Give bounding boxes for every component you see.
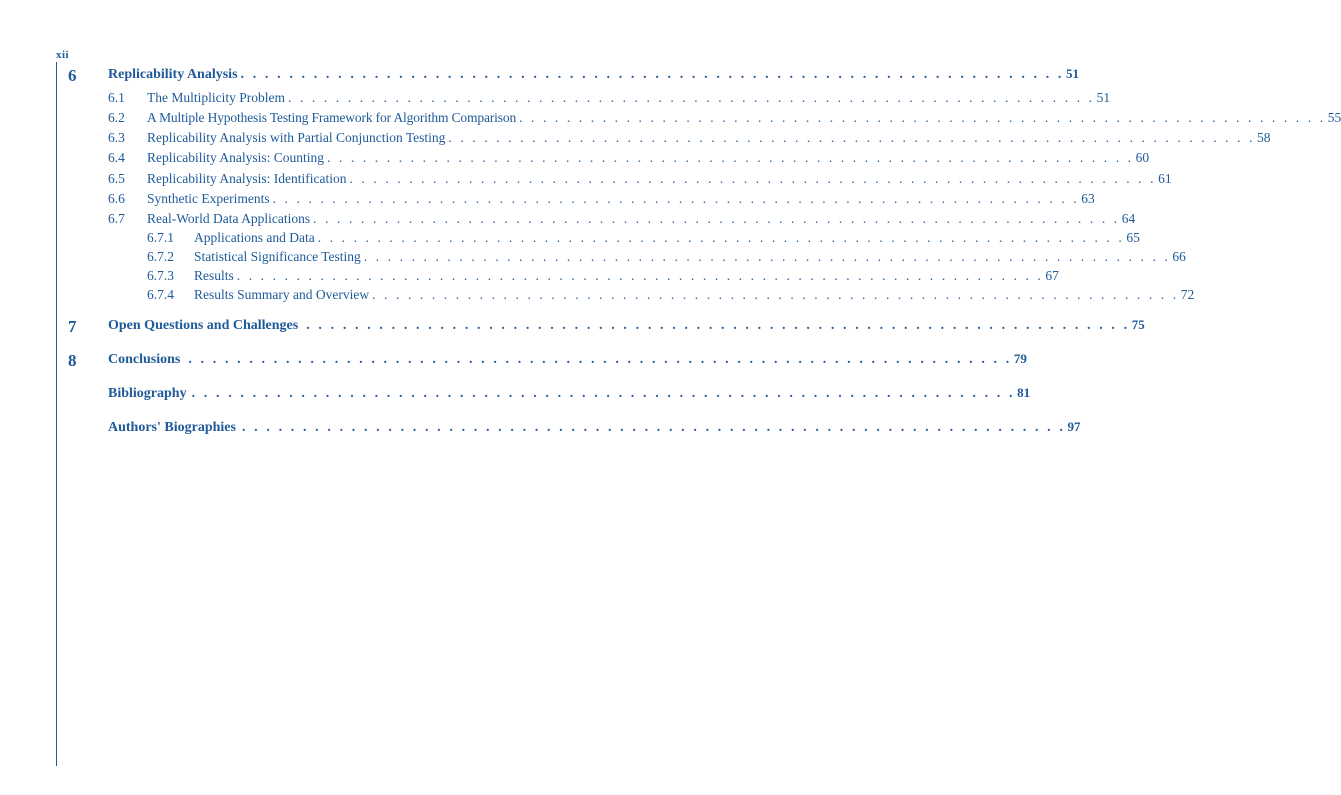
chapter-number: 6 — [68, 66, 77, 85]
page-ref: 51 — [1096, 90, 1111, 105]
subsection-number: 6.7.1 — [147, 230, 174, 245]
chapter-number: 8 — [68, 351, 77, 370]
backmatter-title: Authors' Biographies — [108, 420, 236, 435]
page-ref: 60 — [1135, 150, 1150, 165]
page-ref: 75 — [1131, 317, 1145, 332]
section-title: Replicability Analysis: Counting — [147, 150, 324, 165]
page-ref: 81 — [1017, 385, 1031, 400]
section-title: Replicability Analysis: Identification — [147, 171, 347, 186]
dot-leader: . . . . . . . . . . . . . . . . . . . . . . . . . . . . . . . . . . . . . . . . . . . . . . . . . . . . . . . . . . . . . . . . . . . . — [372, 287, 1179, 302]
section-number: 6.5 — [108, 171, 125, 186]
page-ref: 72 — [1180, 287, 1195, 302]
section-number: 6.1 — [108, 90, 125, 105]
chapter-title: Replicability Analysis — [108, 67, 238, 82]
page-ref: 65 — [1126, 230, 1140, 245]
subsection-number: 6.7.3 — [147, 268, 174, 283]
dot-leader: . . . . . . . . . . . . . . . . . . . . . . . . . . . . . . . . . . . . . . . . . . . . . . . . . . . . . . . . . . . . . . . . . . . . — [191, 386, 1016, 401]
page-ref: 58 — [1257, 130, 1271, 145]
page-ref: 64 — [1121, 211, 1136, 226]
subsection-title: Results Summary and Overview — [194, 287, 370, 302]
dot-leader: . . . . . . . . . . . . . . . . . . . . . . . . . . . . . . . . . . . . . . . . . . . . . . . . . . . . . . . . . . . . . . . . . . . . — [448, 130, 1256, 145]
subsection-title: Statistical Significance Testing — [194, 249, 361, 264]
section-number: 6.6 — [108, 191, 125, 206]
subsection-title: Applications and Data — [194, 230, 315, 245]
section-title: Synthetic Experiments — [147, 191, 270, 206]
section-title: Real-World Data Applications — [147, 211, 311, 226]
page-number: xii — [56, 49, 70, 61]
dot-leader: . . . . . . . . . . . . . . . . . . . . . . . . . . . . . . . . . . . . . . . . . . . . . . . . . . . . . . . . . . . . . . . . . . . . — [313, 211, 1120, 226]
page-ref: 66 — [1172, 249, 1186, 264]
subsection-title: Results — [194, 268, 234, 283]
dot-leader: . . . . . . . . . . . . . . . . . . . . . . . . . . . . . . . . . . . . . . . . . . . . . . . . . . . . . . . . . . . . . . . . . . . . — [188, 352, 1012, 367]
section-number: 6.4 — [108, 150, 125, 165]
section-title: Replicability Analysis with Partial Conjunction Testing — [147, 130, 446, 145]
dot-leader: . . . . . . . . . . . . . . . . . . . . . . . . . . . . . . . . . . . . . . . . . . . . . . . . . . . . . . . . . . . . . . . . . . . . — [288, 90, 1095, 105]
section-title: A Multiple Hypothesis Testing Framework for Algorithm Comparison — [147, 110, 517, 125]
margin-rule — [56, 62, 57, 766]
chapter-title: Open Questions and Challenges — [108, 318, 299, 333]
chapter-title: Conclusions — [108, 352, 181, 367]
subsection-number: 6.7.2 — [147, 249, 174, 264]
backmatter-title: Bibliography — [108, 386, 187, 401]
subsection-number: 6.7.4 — [147, 287, 174, 302]
page-ref: 97 — [1067, 419, 1081, 434]
dot-leader: . . . . . . . . . . . . . . . . . . . . . . . . . . . . . . . . . . . . . . . . . . . . . . . . . . . . . . . . . . . . . . . . . . . . — [317, 230, 1125, 245]
dot-leader: . . . . . . . . . . . . . . . . . . . . . . . . . . . . . . . . . . . . . . . . . . . . . . . . . . . . . . . . . . . . . . . . . . . . — [519, 110, 1326, 125]
section-title: The Multiplicity Problem — [147, 90, 285, 105]
page-ref: 61 — [1158, 171, 1172, 186]
section-number: 6.3 — [108, 130, 125, 145]
page-ref: 63 — [1081, 191, 1095, 206]
chapter-number: 7 — [68, 317, 77, 336]
dot-leader: . . . . . . . . . . . . . . . . . . . . . . . . . . . . . . . . . . . . . . . . . . . . . . . . . . . . . . . . . . . . . . . . . . . . — [349, 171, 1157, 186]
dot-leader: . . . . . . . . . . . . . . . . . . . . . . . . . . . . . . . . . . . . . . . . . . . . . . . . . . . . . . . . . . . . . . . . . . . . — [306, 318, 1130, 333]
dot-leader: . . . . . . . . . . . . . . . . . . . . . . . . . . . . . . . . . . . . . . . . . . . . . . . . . . . . . . . . . . . . . . . . . . . . — [363, 249, 1171, 264]
dot-leader: . . . . . . . . . . . . . . . . . . . . . . . . . . . . . . . . . . . . . . . . . . . . . . . . . . . . . . . . . . . . . . . . . . . . — [241, 420, 1066, 435]
page-ref: 51 — [1066, 66, 1080, 81]
page-ref: 55 — [1327, 110, 1341, 125]
section-number: 6.7 — [108, 211, 125, 226]
section-number: 6.2 — [108, 110, 125, 125]
dot-leader: . . . . . . . . . . . . . . . . . . . . . . . . . . . . . . . . . . . . . . . . . . . . . . . . . . . . . . . . . . . . . . . . . . . . — [327, 150, 1134, 165]
dot-leader: . . . . . . . . . . . . . . . . . . . . . . . . . . . . . . . . . . . . . . . . . . . . . . . . . . . . . . . . . . . . . . . . . . . . — [240, 67, 1065, 82]
page-ref: 67 — [1045, 268, 1059, 283]
dot-leader: . . . . . . . . . . . . . . . . . . . . . . . . . . . . . . . . . . . . . . . . . . . . . . . . . . . . . . . . . . . . . . . . . . . . — [236, 268, 1044, 283]
page-ref: 79 — [1013, 351, 1027, 366]
dot-leader: . . . . . . . . . . . . . . . . . . . . . . . . . . . . . . . . . . . . . . . . . . . . . . . . . . . . . . . . . . . . . . . . . . . . — [272, 191, 1080, 206]
